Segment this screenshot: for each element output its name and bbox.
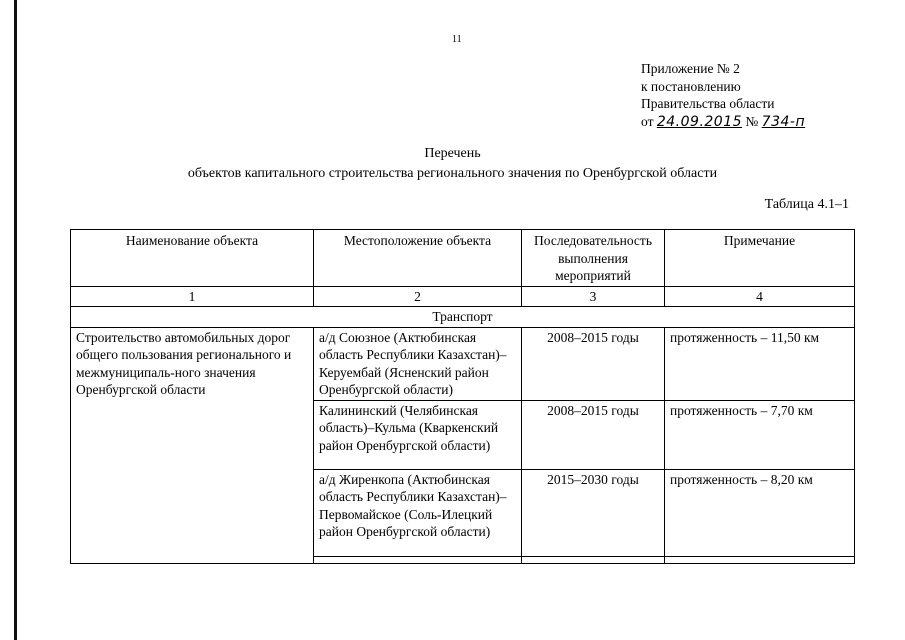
column-number: 1 — [71, 286, 314, 307]
header-name: Наименование объекта — [71, 230, 314, 287]
empty-cell — [314, 556, 522, 563]
column-number: 4 — [665, 286, 855, 307]
appendix-block — [641, 60, 805, 131]
header-sequence: Последовательность выполнения мероприятий — [522, 230, 665, 287]
location-cell: Калининский (Челябинская область)–Кульма (Кваркенский район Оренбургской области) — [314, 400, 522, 469]
note-cell: протяженность – 11,50 км — [665, 327, 855, 400]
section-row — [71, 307, 855, 328]
section-title: Транспорт — [71, 307, 855, 328]
title-line-2: объектов капитального строительства регионального значения по Оренбургской области — [187, 166, 718, 181]
location-cell: а/д Жиренкопа (Актюбинская область Республики Казахстан)–Первомайское (Соль-Илецкий район Оренбургской области) — [314, 469, 522, 556]
title-line-1: Перечень — [424, 146, 481, 161]
empty-cell — [665, 556, 855, 563]
appendix-line-1: Приложение № 2 — [641, 61, 740, 76]
object-name-cell: Строительство автомобильных дорог общего пользования регионального и межмуниципаль-ного значения Оренбургской области — [71, 327, 314, 563]
document-title — [0, 144, 905, 184]
date-prefix: от — [641, 113, 654, 129]
scan-edge-line — [14, 0, 17, 640]
empty-cell — [522, 556, 665, 563]
header-location: Местоположение объекта — [314, 230, 522, 287]
objects-table — [70, 229, 855, 564]
column-number-row — [71, 286, 855, 307]
page-number: 11 — [452, 34, 462, 45]
header-note: Примечание — [665, 230, 855, 287]
number-prefix: № — [745, 113, 759, 129]
handwritten-date: 24.09.2015 — [656, 113, 743, 130]
table-row — [71, 327, 855, 400]
column-number: 3 — [522, 286, 665, 307]
location-cell: а/д Союзное (Актюбинская область Республики Казахстан)–Керуембай (Ясненский район Оренбургской области) — [314, 327, 522, 400]
period-cell: 2008–2015 годы — [522, 400, 665, 469]
note-cell: протяженность – 7,70 км — [665, 400, 855, 469]
column-number: 2 — [314, 286, 522, 307]
period-cell: 2008–2015 годы — [522, 327, 665, 400]
appendix-date-line — [641, 113, 805, 132]
appendix-line-2: к постановлению — [641, 78, 741, 94]
appendix-line-3: Правительства области — [641, 96, 775, 111]
table-label: Таблица 4.1–1 — [764, 197, 849, 212]
handwritten-number: 734-п — [761, 113, 806, 130]
period-cell: 2015–2030 годы — [522, 469, 665, 556]
table-header-row — [71, 230, 855, 287]
note-cell: протяженность – 8,20 км — [665, 469, 855, 556]
